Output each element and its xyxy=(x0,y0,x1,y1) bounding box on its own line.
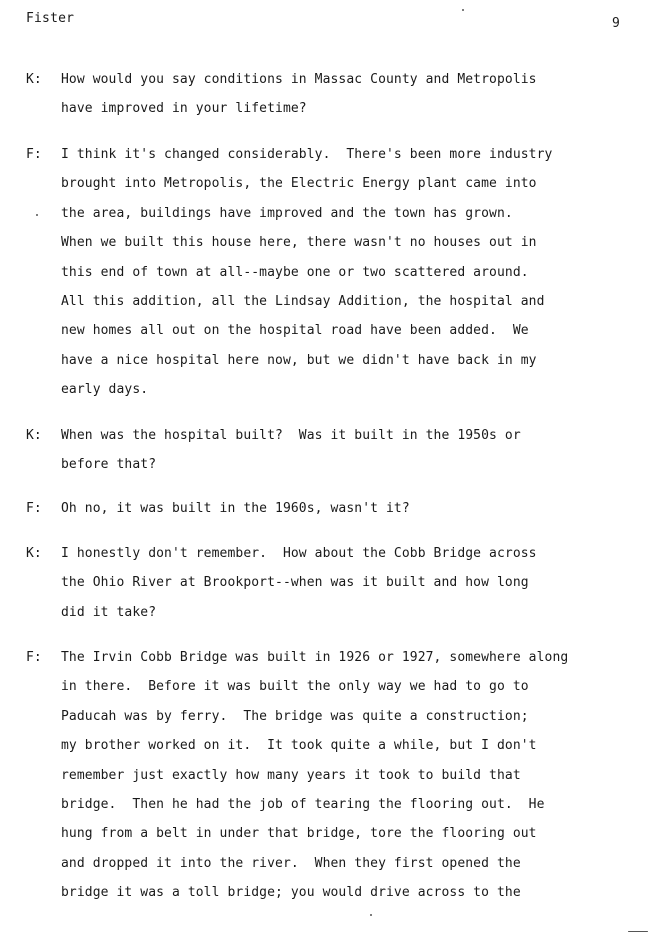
scan-speck xyxy=(370,914,372,916)
text-line: brought into Metropolis, the Electric Energy plant came into xyxy=(61,176,537,192)
text-line: have a nice hospital here now, but we didn't have back in my xyxy=(61,352,537,368)
text-line: in there. Before it was built the only way we had to go to xyxy=(61,679,529,695)
text-line: and dropped it into the river. When they first opened the xyxy=(61,855,521,871)
text-line: new homes all out on the hospital road have been added. We xyxy=(61,323,529,339)
scan-speck xyxy=(628,931,648,932)
header-name: Fister xyxy=(26,11,75,26)
text-line: Paducah was by ferry. The bridge was quite a construction; xyxy=(61,708,529,724)
text-line: I think it's changed considerably. There's been more industry xyxy=(61,147,553,162)
speaker-label: F: xyxy=(26,501,42,516)
text-line: have improved in your lifetime? xyxy=(61,101,307,117)
text-line: I honestly don't remember. How about the Cobb Bridge across xyxy=(61,546,537,561)
text-line: When was the hospital built? Was it built in the 1950s or xyxy=(61,428,521,443)
text-line: this end of town at all--maybe one or two scattered around. xyxy=(61,264,529,280)
page-number: 9 xyxy=(612,16,620,31)
text-line: How would you say conditions in Massac County and Metropolis xyxy=(61,72,537,87)
text-line: The Irvin Cobb Bridge was built in 1926 or 1927, somewhere along xyxy=(61,650,569,665)
text-line: When we built this house here, there wasn't no houses out in xyxy=(61,235,537,251)
text-line: early days. xyxy=(61,382,149,398)
entry-text xyxy=(61,147,641,412)
text-line: hung from a belt in under that bridge, tore the flooring out xyxy=(61,826,537,842)
entry-text xyxy=(61,428,641,487)
speaker-label: K: xyxy=(26,428,42,443)
speaker-label: K: xyxy=(26,546,42,561)
speaker-label: F: xyxy=(26,650,42,665)
text-line: the Ohio River at Brookport--when was it built and how long xyxy=(61,575,529,591)
text-line: my brother worked on it. It took quite a while, but I don't xyxy=(61,738,537,754)
entry-text xyxy=(61,546,641,634)
text-line: All this addition, all the Lindsay Addition, the hospital and xyxy=(61,293,545,309)
text-line: Oh no, it was built in the 1960s, wasn't it? xyxy=(61,501,410,516)
speaker-label: F: xyxy=(26,147,42,162)
text-line: remember just exactly how many years it took to build that xyxy=(61,767,521,783)
scan-speck xyxy=(36,214,38,216)
text-line: bridge it was a toll bridge; you would drive across to the xyxy=(61,885,521,901)
entry-text xyxy=(61,501,641,530)
text-line: the area, buildings have improved and the town has grown. xyxy=(61,205,513,221)
scan-speck xyxy=(462,9,464,11)
speaker-label: K: xyxy=(26,72,42,87)
entry-text xyxy=(61,72,641,131)
entry-text xyxy=(61,650,641,915)
text-line: before that? xyxy=(61,457,157,473)
text-line: bridge. Then he had the job of tearing the flooring out. He xyxy=(61,796,545,812)
text-line: did it take? xyxy=(61,604,157,620)
